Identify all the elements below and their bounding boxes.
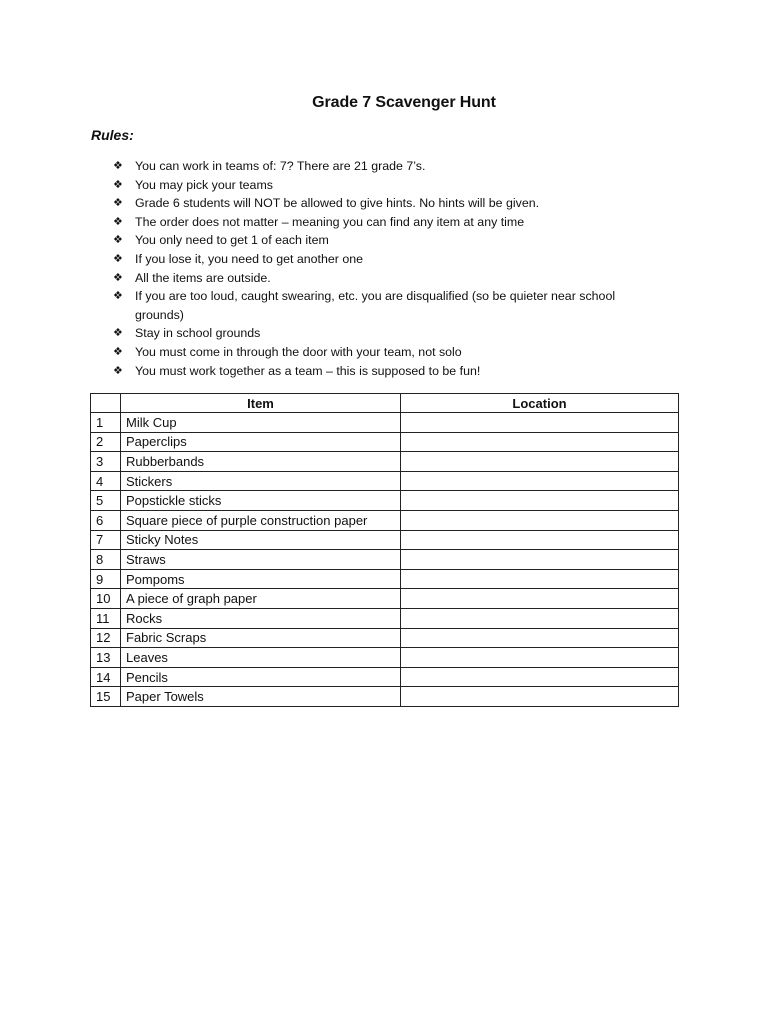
rule-text: If you lose it, you need to get another one (135, 251, 364, 266)
rule-text: If you are too loud, caught swearing, etc. you are disqualified (so be quieter near school grounds) (135, 289, 616, 322)
diamond-bullet-icon: ❖ (113, 214, 123, 228)
item-number-cell: 8 (91, 550, 121, 570)
diamond-bullet-icon: ❖ (113, 233, 123, 247)
item-number-cell: 3 (91, 452, 121, 472)
item-name-cell: Straws (121, 550, 401, 570)
table-row (91, 628, 679, 648)
table-row (91, 589, 679, 609)
table-row (91, 648, 679, 668)
item-number-cell: 13 (91, 648, 121, 668)
diamond-bullet-icon: ❖ (113, 196, 123, 210)
item-number-cell: 6 (91, 510, 121, 530)
item-column-header: Item (121, 394, 401, 413)
rule-item (113, 269, 653, 288)
item-number-cell: 9 (91, 569, 121, 589)
item-number-cell: 5 (91, 491, 121, 511)
rule-text: All the items are outside. (135, 270, 271, 285)
table-row (91, 569, 679, 589)
table-row (91, 608, 679, 628)
rule-item (113, 176, 653, 195)
item-name-cell: Fabric Scraps (121, 628, 401, 648)
rule-text: You must work together as a team – this is supposed to be fun! (135, 363, 481, 378)
item-name-cell: Popstickle sticks (121, 491, 401, 511)
rule-text: You may pick your teams (135, 177, 273, 192)
location-cell[interactable] (401, 471, 679, 491)
diamond-bullet-icon: ❖ (113, 326, 123, 340)
rule-item (113, 362, 653, 381)
location-cell[interactable] (401, 687, 679, 707)
diamond-bullet-icon: ❖ (113, 270, 123, 284)
item-name-cell: Pencils (121, 667, 401, 687)
rule-item (113, 250, 653, 269)
table-row (91, 687, 679, 707)
location-cell[interactable] (401, 589, 679, 609)
rule-text: You can work in teams of: 7? There are 21 grade 7’s. (135, 159, 426, 173)
rule-text: You must come in through the door with your team, not solo (135, 344, 462, 359)
item-name-cell: A piece of graph paper (121, 589, 401, 609)
item-name-cell: Stickers (121, 471, 401, 491)
rule-item (113, 231, 653, 250)
item-number-cell: 14 (91, 667, 121, 687)
diamond-bullet-icon: ❖ (113, 177, 123, 191)
item-name-cell: Leaves (121, 648, 401, 668)
item-number-cell: 7 (91, 530, 121, 550)
item-number-cell: 10 (91, 589, 121, 609)
location-cell[interactable] (401, 550, 679, 570)
rule-text: The order does not matter – meaning you can find any item at any time (135, 214, 525, 229)
location-cell[interactable] (401, 648, 679, 668)
item-number-cell: 1 (91, 413, 121, 433)
item-number-cell: 15 (91, 687, 121, 707)
item-name-cell: Sticky Notes (121, 530, 401, 550)
rules-heading: Rules: (91, 127, 134, 143)
item-number-cell: 11 (91, 608, 121, 628)
rule-item (113, 213, 653, 232)
location-cell[interactable] (401, 413, 679, 433)
location-cell[interactable] (401, 608, 679, 628)
table-row (91, 432, 679, 452)
table-row (91, 530, 679, 550)
rule-item (113, 157, 653, 176)
diamond-bullet-icon: ❖ (113, 159, 123, 172)
rule-text: Grade 6 students will NOT be allowed to give hints. No hints will be given. (135, 196, 540, 211)
table-row (91, 667, 679, 687)
table-header-row (91, 394, 679, 413)
table-row (91, 550, 679, 570)
rule-item (113, 324, 653, 343)
location-column-header: Location (401, 394, 679, 413)
rule-item (113, 287, 653, 324)
table-row (91, 510, 679, 530)
diamond-bullet-icon: ❖ (113, 289, 123, 303)
location-cell[interactable] (401, 452, 679, 472)
table-row (91, 413, 679, 433)
location-cell[interactable] (401, 628, 679, 648)
diamond-bullet-icon: ❖ (113, 363, 123, 377)
rule-text: You only need to get 1 of each item (135, 233, 329, 248)
item-name-cell: Rubberbands (121, 452, 401, 472)
location-cell[interactable] (401, 491, 679, 511)
item-number-cell: 4 (91, 471, 121, 491)
location-cell[interactable] (401, 667, 679, 687)
rule-item (113, 343, 653, 362)
rule-item (113, 194, 653, 213)
location-cell[interactable] (401, 432, 679, 452)
table-row (91, 491, 679, 511)
diamond-bullet-icon: ❖ (113, 344, 123, 358)
rule-text: Stay in school grounds (135, 326, 261, 341)
item-name-cell: Milk Cup (121, 413, 401, 433)
location-cell[interactable] (401, 510, 679, 530)
number-column-header (91, 394, 121, 413)
item-number-cell: 12 (91, 628, 121, 648)
location-cell[interactable] (401, 569, 679, 589)
item-number-cell: 2 (91, 432, 121, 452)
item-name-cell: Paperclips (121, 432, 401, 452)
document-title: Grade 7 Scavenger Hunt (312, 94, 496, 111)
table-row (91, 471, 679, 491)
item-name-cell: Paper Towels (121, 687, 401, 707)
item-name-cell: Pompoms (121, 569, 401, 589)
rules-list (113, 157, 653, 380)
scavenger-items-table (90, 393, 679, 707)
location-cell[interactable] (401, 530, 679, 550)
item-name-cell: Square piece of purple construction paper (121, 510, 401, 530)
table-row (91, 452, 679, 472)
item-name-cell: Rocks (121, 608, 401, 628)
diamond-bullet-icon: ❖ (113, 251, 123, 265)
